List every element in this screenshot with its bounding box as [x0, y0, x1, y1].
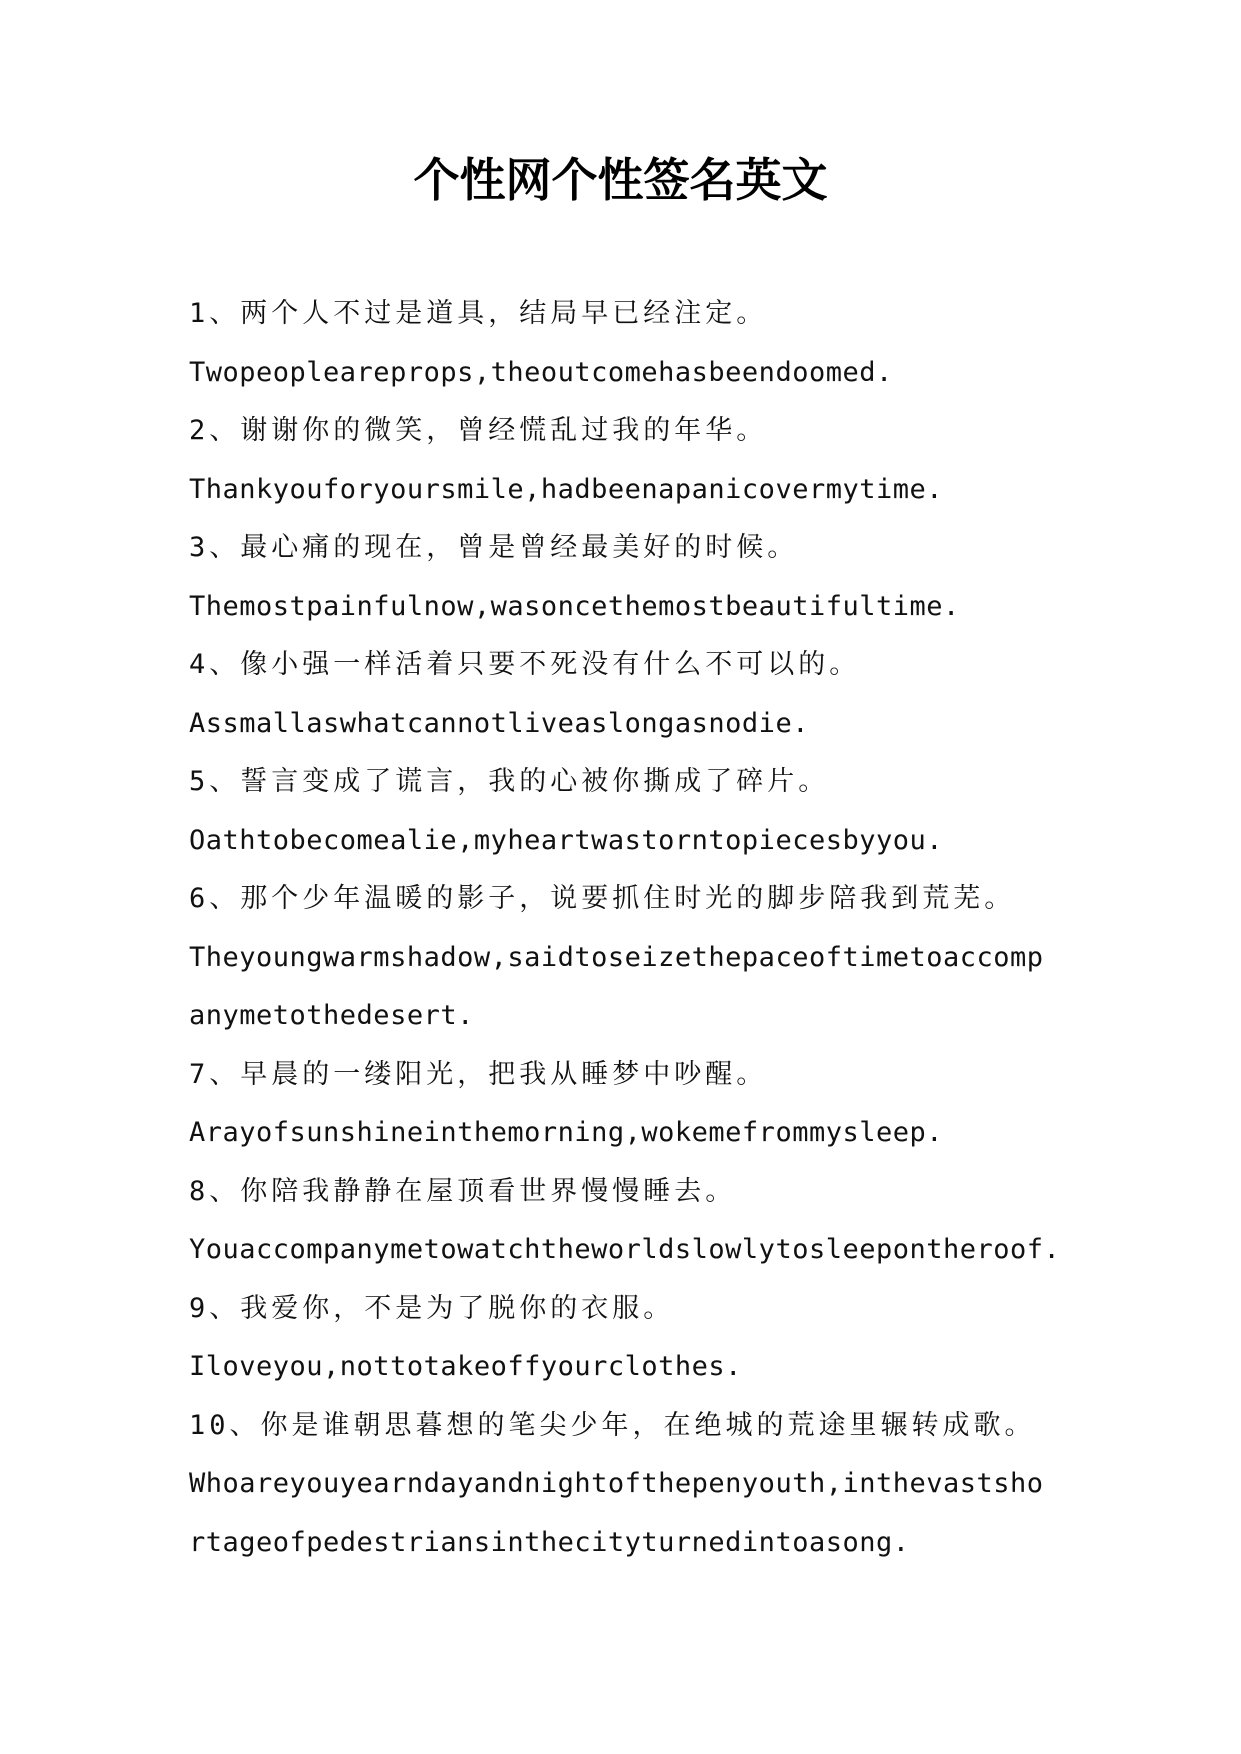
- signature-line-en: anymetothedesert.: [189, 1000, 474, 1031]
- signature-line-en: Assmallaswhatcannotliveaslongasnodie.: [189, 707, 809, 739]
- signature-line-en: rtageofpedestriansinthecityturnedintoasong.: [189, 1526, 910, 1558]
- signature-line-zh: 8、你陪我静静在屋顶看世界慢慢睡去。: [189, 1175, 737, 1207]
- signature-line-en: Whoareyouyearndayandnightofthepenyouth,inthevastsho: [189, 1468, 1044, 1499]
- signature-line-en: Twopeopleareprops,theoutcomehasbeendoomed.: [189, 356, 893, 388]
- signature-line-en: Youaccompanymetowatchtheworldslowlytosleepontheroof.: [189, 1234, 1061, 1265]
- signature-line-zh: 1、两个人不过是道具，结局早已经注定。: [189, 298, 768, 329]
- signature-line-en: Theyoungwarmshadow,saidtoseizethepaceoftimetoaccomp: [189, 941, 1044, 973]
- document-body: [189, 285, 1089, 1572]
- signature-line-zh: 3、最心痛的现在，曾是曾经最美好的时候。: [189, 532, 799, 563]
- signature-line-en: Arayofsunshineinthemorning,wokemefrommysleep.: [189, 1117, 943, 1148]
- signature-line-zh: 5、誓言变成了谎言，我的心被你撕成了碎片。: [189, 766, 830, 797]
- signature-line-zh: 9、我爱你，不是为了脱你的衣服。: [189, 1292, 675, 1324]
- signature-line-zh: 2、谢谢你的微笑，曾经慌乱过我的年华。: [189, 415, 768, 446]
- signature-line-zh: 4、像小强一样活着只要不死没有什么不可以的。: [189, 649, 861, 680]
- document-title: 个性网个性签名英文: [413, 153, 828, 207]
- signature-line-en: Iloveyou,nottotakeoffyourclothes.: [189, 1351, 742, 1382]
- signature-line-zh: 10、你是谁朝思暮想的笔尖少年，在绝城的荒途里辗转成歌。: [189, 1409, 1036, 1441]
- signature-line-en: Oathtobecomealie,myheartwastorntopiecesbyyou.: [189, 824, 943, 856]
- signature-line-en: Themostpainfulnow,wasoncethemostbeautifultime.: [189, 590, 960, 622]
- signature-line-zh: 6、那个少年温暖的影子，说要抓住时光的脚步陪我到荒芜。: [189, 883, 1016, 914]
- signature-line-en: Thankyouforyoursmile,hadbeenapanicovermytime.: [189, 473, 943, 505]
- signature-line-zh: 7、早晨的一缕阳光，把我从睡梦中吵醒。: [189, 1058, 768, 1090]
